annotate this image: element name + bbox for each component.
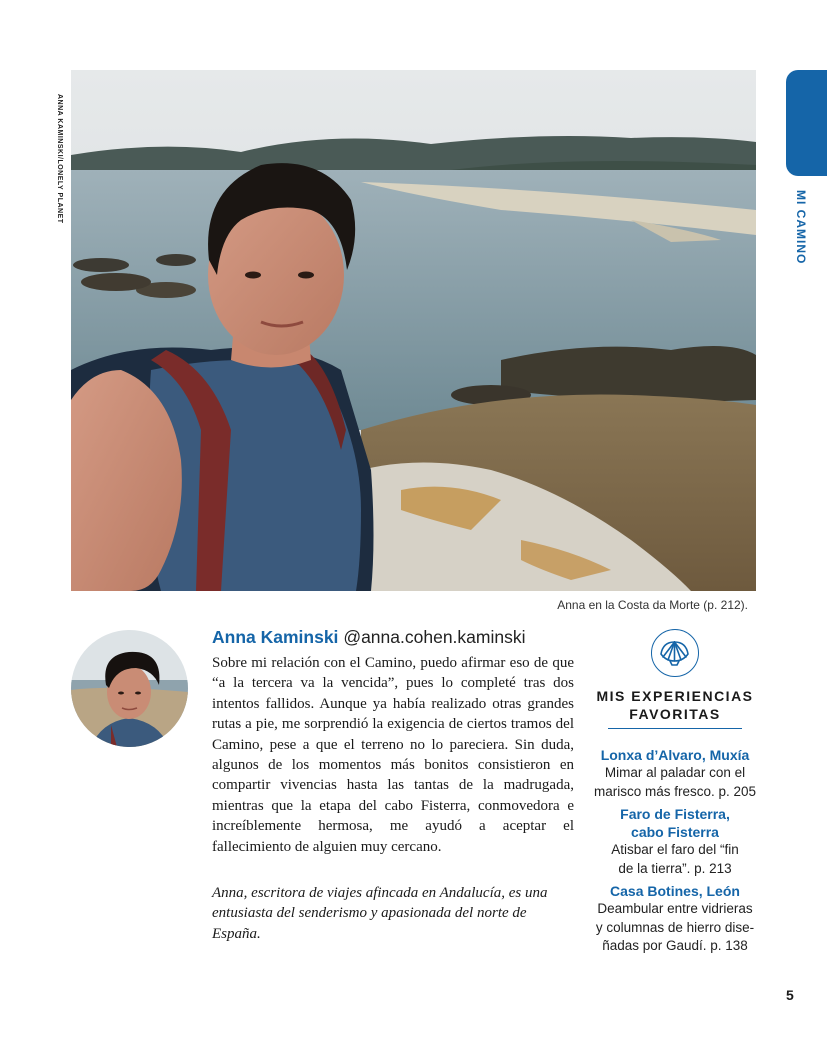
photo-caption: Anna en la Costa da Morte (p. 212). [557, 598, 748, 612]
photo-credit: ANNA KAMINSKI/LONELY PLANET [56, 94, 63, 224]
author-byline [212, 627, 572, 648]
author-bio: Anna, escritora de viajes afincada en Andalucía, es una entusiasta del senderismo y apasionada del norte de España. [212, 885, 548, 942]
favorites-heading-line2: FAVORITAS [629, 706, 721, 722]
article-body: Sobre mi relación con el Camino, puedo afirmar eso de que “a la tercera va la vencida”, pues lo completé tras dos intentos fallidos. Aunque ya había realizado otras grandes rutas a pie, me sorprendió la exigencia de ciertos tramos del Camino, pese a que el terreno no lo pareciera. Sin duda, algunos de los momentos más bonitos consistieron en compartir vivencias hasta las tantas de la madrugada, mientras que la etapa del cabo Fisterra, conmovedora e increíblemente hermosa, me ayudó a aceptar el fallecimiento de alguien muy cercano. [212, 655, 574, 855]
favorite-desc [590, 841, 760, 878]
page-number: 5 [786, 987, 794, 1003]
favorite-title: Lonxa d’Alvaro, Muxía [600, 747, 750, 763]
favorite-item [590, 805, 760, 878]
favorite-title-line: cabo Fisterra [631, 824, 719, 840]
favorite-title [590, 805, 760, 841]
favorites-heading-line1: MIS EXPERIENCIAS [596, 688, 754, 704]
author-avatar [71, 630, 188, 747]
favorite-title: Casa Botines, León [610, 883, 740, 899]
favorite-title-line: Faro de Fisterra, [620, 806, 730, 822]
favorite-desc [590, 764, 760, 801]
favorite-desc-line: y columnas de hierro dise- [595, 919, 755, 935]
hero-photo [71, 70, 756, 591]
favorite-desc-line: marisco más fresco. p. 205 [593, 783, 757, 799]
favorite-desc [590, 900, 760, 956]
scallop-shell-icon [651, 629, 699, 677]
favorite-desc-line: Atisbar el faro del “fin [611, 842, 739, 857]
favorites-heading [592, 687, 758, 723]
favorites-list [590, 746, 760, 960]
favorite-desc-line: ñadas por Gaudí. p. 138 [602, 938, 748, 953]
section-tab [786, 70, 827, 176]
author-name: Anna Kaminski [212, 627, 339, 647]
favorite-desc-line: Deambular entre vidrieras [597, 901, 753, 916]
favorite-item [590, 882, 760, 956]
favorites-rule [608, 728, 742, 729]
author-handle: @anna.cohen.kaminski [343, 627, 526, 647]
section-tab-label: MI CAMINO [794, 190, 808, 265]
favorite-item [590, 746, 760, 801]
favorite-desc-line: de la tierra”. p. 213 [618, 860, 732, 876]
favorite-desc-line: Mimar al paladar con el [604, 765, 746, 780]
